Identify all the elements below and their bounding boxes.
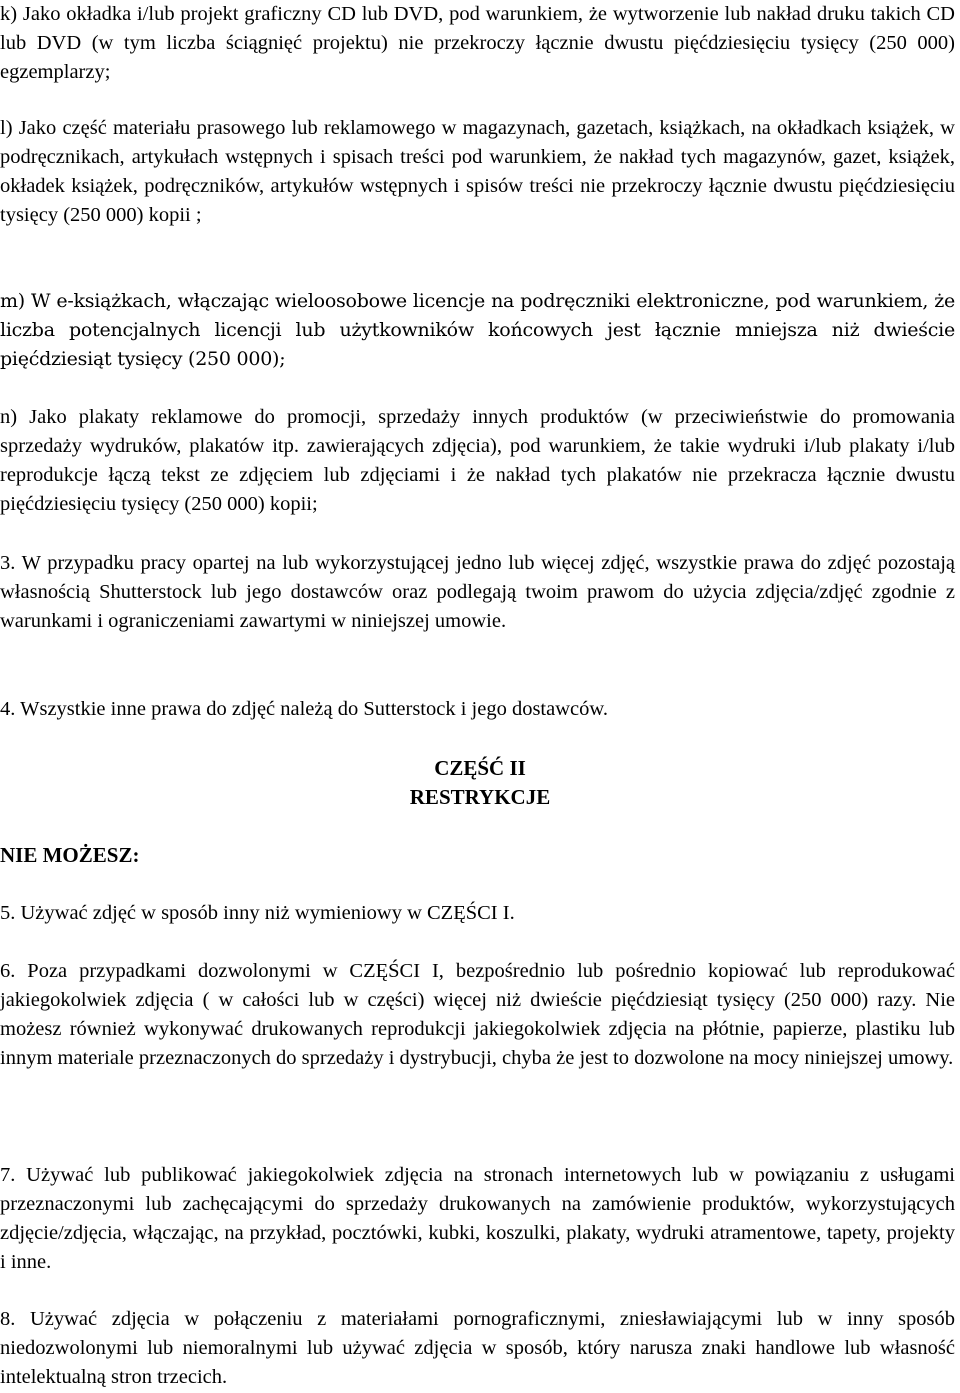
paragraph-n: n) Jako plakaty reklamowe do promocji, sprzedaży innych produktów (w przeciwieństwie do promowania sprzedaży wydruków, plakatów itp. zawierających zdjęcia), pod warunkiem, że takie wydruki i/lub plakaty i/lub reprodukcje łączą tekst ze zdjęciem lub zdjęciami i że nakład tych plakatów nie przekracza łącznie dwustu pięćdziesięciu tysięcy (250 000) kopii; — [0, 406, 955, 515]
cannot-heading: NIE MOŻESZ: — [0, 843, 140, 867]
paragraph-8: 8. Używać zdjęcia w połączeniu z materiałami pornograficznymi, zniesławiającymi lub w inny sposób niedozwolonymi lub niemoralnymi lub używać zdjęcia w sposób, który narusza znaki handlowe lub własność intelektualną stron trzecich. — [0, 1308, 955, 1388]
paragraph-4: 4. Wszystkie inne prawa do zdjęć należą do Sutterstock i jego dostawców. — [0, 698, 608, 720]
paragraph-m: m) W e-książkach, włączając wieloosobowe licencje na podręczniki elektroniczne, pod warunkiem, że liczba potencjalnych licencji lub użytkowników końcowych jest łącznie mniejsza niż dwieście pięćdziesiąt tysięcy (250 000); — [0, 290, 955, 370]
paragraph-l: l) Jako część materiału prasowego lub reklamowego w magazynach, gazetach, książkach, na okładkach książek, w podręcznikach, artykułach wstępnych i spisach treści pod warunkiem, że nakład tych magazynów, gazet, książek, okładek książek, podręczników, artykułów wstępnych i spisów treści nie przekroczy łącznie dwustu pięćdziesięciu tysięcy (250 000) kopii ; — [0, 117, 955, 226]
section-title — [380, 754, 580, 812]
section-title-part: CZĘŚĆ II — [434, 756, 526, 780]
paragraph-3: 3. W przypadku pracy opartej na lub wykorzystującej jedno lub więcej zdjęć, wszystkie prawa do zdjęć pozostają własnością Shutterstock lub jego dostawców oraz podlegają twoim prawom do użycia zdjęcia/zdjęć zgodnie z warunkami i ograniczeniami zawartymi w niniejszej umowie. — [0, 552, 955, 632]
paragraph-6: 6. Poza przypadkami dozwolonymi w CZĘŚCI I, bezpośrednio lub pośrednio kopiować lub reprodukować jakiegokolwiek zdjęcia ( w całości lub w części) więcej niż dwieście pięćdziesiąt tysięcy (250 000) razy. Nie możesz również wykonywać drukowanych reprodukcji jakiegokolwiek zdjęcia na płótnie, papierze, plastiku lub innym materiale przeznaczonych do sprzedaży i dystrybucji, chyba że jest to dozwolone na mocy niniejszej umowy. — [0, 960, 955, 1069]
section-title-name: RESTRYKCJE — [409, 785, 551, 809]
paragraph-k: k) Jako okładka i/lub projekt graficzny CD lub DVD, pod warunkiem, że wytworzenie lub nakład druku takich CD lub DVD (w tym liczba ściągnięć projektu) nie przekroczy łącznie dwustu pięćdziesięciu tysięcy (250 000) egzemplarzy; — [0, 3, 955, 83]
paragraph-7: 7. Używać lub publikować jakiegokolwiek zdjęcia na stronach internetowych lub w powiązaniu z usługami przeznaczonymi lub zachęcającymi do sprzedaży drukowanych na zamówienie produktów, wykorzystujących zdjęcie/zdjęcia, włączając, na przykład, pocztówki, kubki, koszulki, plakaty, wydruki atramentowe, tapety, projekty i inne. — [0, 1164, 955, 1273]
paragraph-5: 5. Używać zdjęć w sposób inny niż wymieniowy w CZĘŚCI I. — [0, 902, 515, 924]
